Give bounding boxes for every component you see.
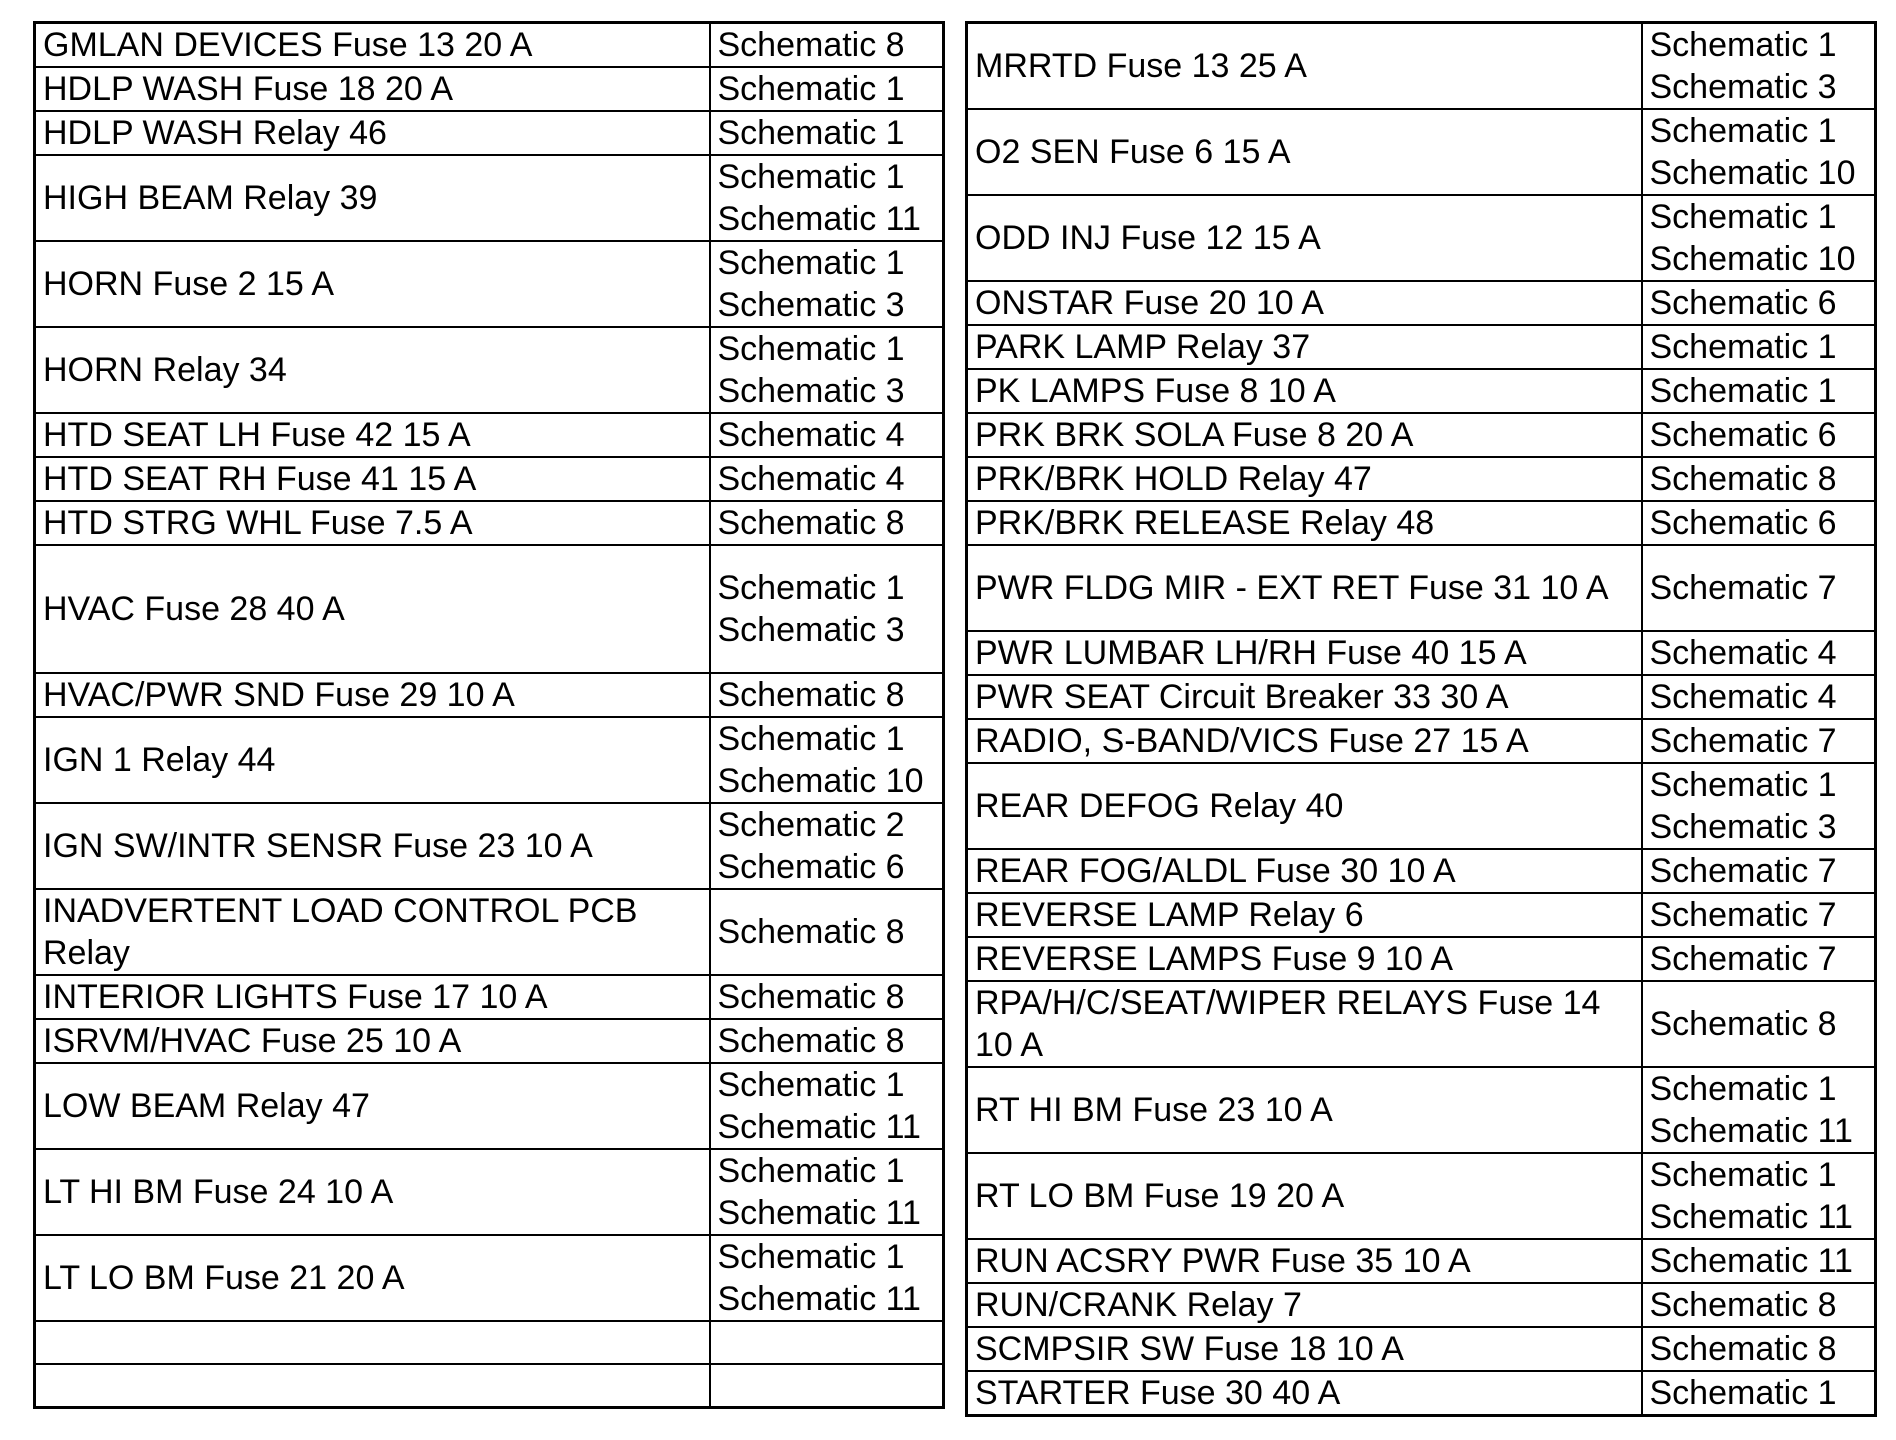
- schematic-ref: Schematic 8: [717, 676, 905, 714]
- schematic-ref: Schematic 8: [1649, 1330, 1837, 1368]
- schematic-ref: Schematic 7: [1649, 940, 1837, 978]
- component-cell: PRK BRK SOLA Fuse 8 20 A: [967, 413, 1642, 457]
- schematic-cell: [1642, 1239, 1876, 1283]
- schematic-ref: Schematic 1: [1649, 26, 1837, 64]
- component-cell: INTERIOR LIGHTS Fuse 17 10 A: [35, 975, 710, 1019]
- schematic-cell: [710, 1019, 944, 1063]
- schematic-cell: [710, 545, 944, 673]
- component-cell: SCMPSIR SW Fuse 18 10 A: [967, 1327, 1642, 1371]
- table-row: [967, 719, 1876, 763]
- schematic-ref: Schematic 8: [717, 978, 905, 1016]
- component-cell: PRK/BRK HOLD Relay 47: [967, 457, 1642, 501]
- schematic-cell: [710, 1235, 944, 1321]
- schematic-cell: [1642, 1283, 1876, 1327]
- component-cell: REVERSE LAMPS Fuse 9 10 A: [967, 937, 1642, 981]
- schematic-ref: Schematic 11: [717, 1280, 921, 1318]
- component-cell: HVAC Fuse 28 40 A: [35, 545, 710, 673]
- table-row: [35, 457, 944, 501]
- schematic-ref: Schematic 1: [717, 158, 905, 196]
- schematic-ref: Schematic 8: [1649, 460, 1837, 498]
- schematic-ref: Schematic 1: [717, 330, 905, 368]
- schematic-ref: Schematic 3: [717, 611, 905, 649]
- table-row: [35, 23, 944, 68]
- schematic-cell: [1642, 1067, 1876, 1153]
- component-cell: GMLAN DEVICES Fuse 13 20 A: [35, 23, 710, 68]
- component-cell: PARK LAMP Relay 37: [967, 325, 1642, 369]
- table-row: [967, 457, 1876, 501]
- component-cell: ISRVM/HVAC Fuse 25 10 A: [35, 1019, 710, 1063]
- schematic-ref: Schematic 7: [1649, 569, 1837, 607]
- schematic-ref: Schematic 11: [717, 200, 921, 238]
- schematic-ref: Schematic 6: [1649, 416, 1837, 454]
- schematic-ref: Schematic 11: [717, 1108, 921, 1146]
- schematic-ref: Schematic 6: [1649, 504, 1837, 542]
- component-cell: RT HI BM Fuse 23 10 A: [967, 1067, 1642, 1153]
- schematic-cell: [1642, 937, 1876, 981]
- schematic-cell: [1642, 1327, 1876, 1371]
- schematic-ref: Schematic 1: [717, 1238, 905, 1276]
- schematic-cell: [1642, 675, 1876, 719]
- component-cell: HORN Fuse 2 15 A: [35, 241, 710, 327]
- table-row: [967, 1239, 1876, 1283]
- schematic-ref: Schematic 4: [717, 416, 905, 454]
- schematic-ref: Schematic 1: [717, 114, 905, 152]
- component-cell: ODD INJ Fuse 12 15 A: [967, 195, 1642, 281]
- table-row: [967, 981, 1876, 1067]
- table-row: [967, 413, 1876, 457]
- table-row: [967, 23, 1876, 110]
- schematic-ref: Schematic 6: [717, 848, 905, 886]
- schematic-ref: Schematic 8: [1649, 1005, 1837, 1043]
- schematic-ref: Schematic 4: [1649, 634, 1837, 672]
- schematic-ref: Schematic 8: [717, 1022, 905, 1060]
- schematic-ref: Schematic 1: [717, 70, 905, 108]
- table-row: [967, 369, 1876, 413]
- schematic-cell: [710, 673, 944, 717]
- schematic-cell: [710, 67, 944, 111]
- table-row: [35, 673, 944, 717]
- schematic-cell: [710, 1149, 944, 1235]
- schematic-ref: Schematic 1: [1649, 1070, 1837, 1108]
- table-row: [35, 1063, 944, 1149]
- schematic-ref: Schematic 10: [1649, 154, 1856, 192]
- table-row: [35, 889, 944, 975]
- table-row: [35, 111, 944, 155]
- table-row: [35, 1364, 944, 1407]
- component-cell: HDLP WASH Relay 46: [35, 111, 710, 155]
- schematic-ref: Schematic 7: [1649, 896, 1837, 934]
- schematic-cell: [710, 803, 944, 889]
- schematic-cell: [1642, 413, 1876, 457]
- schematic-ref: Schematic 11: [1649, 1198, 1853, 1236]
- component-cell: HIGH BEAM Relay 39: [35, 155, 710, 241]
- schematic-ref: Schematic 7: [1649, 722, 1837, 760]
- component-cell: MRRTD Fuse 13 25 A: [967, 23, 1642, 110]
- schematic-ref: Schematic 8: [717, 504, 905, 542]
- schematic-cell: [1642, 501, 1876, 545]
- schematic-cell: [1642, 369, 1876, 413]
- schematic-cell: [710, 717, 944, 803]
- schematic-ref: Schematic 11: [717, 1194, 921, 1232]
- schematic-cell: [710, 23, 944, 68]
- schematic-ref: Schematic 1: [1649, 1374, 1837, 1412]
- schematic-ref: Schematic 8: [717, 913, 905, 951]
- schematic-ref: Schematic 3: [717, 372, 905, 410]
- table-row: [35, 1149, 944, 1235]
- schematic-cell: [1642, 849, 1876, 893]
- table-row: [967, 1283, 1876, 1327]
- table-row: [35, 545, 944, 673]
- component-cell: [35, 1321, 710, 1364]
- component-cell: LT HI BM Fuse 24 10 A: [35, 1149, 710, 1235]
- schematic-ref: Schematic 4: [717, 460, 905, 498]
- schematic-cell: [1642, 893, 1876, 937]
- schematic-cell: [710, 457, 944, 501]
- schematic-cell: [1642, 763, 1876, 849]
- table-row: [35, 501, 944, 545]
- schematic-cell: [710, 413, 944, 457]
- component-cell: HVAC/PWR SND Fuse 29 10 A: [35, 673, 710, 717]
- schematic-cell: [1642, 109, 1876, 195]
- schematic-cell: [1642, 281, 1876, 325]
- schematic-ref: Schematic 11: [1649, 1112, 1853, 1150]
- table-row: [967, 675, 1876, 719]
- schematic-ref: Schematic 1: [1649, 112, 1837, 150]
- schematic-cell: [710, 155, 944, 241]
- table-row: [967, 1153, 1876, 1239]
- schematic-cell: [1642, 631, 1876, 675]
- left-index-table: [33, 21, 945, 1409]
- table-row: [35, 803, 944, 889]
- table-row: [967, 109, 1876, 195]
- schematic-ref: Schematic 3: [1649, 68, 1837, 106]
- schematic-cell: [710, 501, 944, 545]
- table-row: [35, 1235, 944, 1321]
- schematic-cell: [710, 889, 944, 975]
- schematic-cell: [1642, 1371, 1876, 1416]
- table-row: [967, 281, 1876, 325]
- table-row: [967, 1067, 1876, 1153]
- schematic-ref: Schematic 10: [1649, 240, 1856, 278]
- schematic-cell: [1642, 719, 1876, 763]
- table-row: [967, 763, 1876, 849]
- schematic-ref: Schematic 1: [717, 244, 905, 282]
- schematic-cell: [710, 327, 944, 413]
- schematic-cell: [710, 1364, 944, 1407]
- component-cell: HTD SEAT LH Fuse 42 15 A: [35, 413, 710, 457]
- component-cell: REVERSE LAMP Relay 6: [967, 893, 1642, 937]
- table-row: [35, 1321, 944, 1364]
- component-cell: RADIO, S-BAND/VICS Fuse 27 15 A: [967, 719, 1642, 763]
- schematic-ref: Schematic 11: [1649, 1242, 1853, 1280]
- component-cell: RUN/CRANK Relay 7: [967, 1283, 1642, 1327]
- component-cell: HORN Relay 34: [35, 327, 710, 413]
- component-cell: IGN SW/INTR SENSR Fuse 23 10 A: [35, 803, 710, 889]
- schematic-cell: [710, 111, 944, 155]
- schematic-ref: Schematic 1: [717, 1152, 905, 1190]
- component-cell: INADVERTENT LOAD CONTROL PCB Relay: [35, 889, 710, 975]
- schematic-ref: Schematic 1: [717, 569, 905, 607]
- table-row: [35, 717, 944, 803]
- table-row: [35, 413, 944, 457]
- component-cell: PRK/BRK RELEASE Relay 48: [967, 501, 1642, 545]
- schematic-cell: [1642, 325, 1876, 369]
- table-row: [35, 327, 944, 413]
- table-row: [967, 849, 1876, 893]
- table-row: [967, 1327, 1876, 1371]
- schematic-cell: [1642, 545, 1876, 631]
- component-cell: HTD STRG WHL Fuse 7.5 A: [35, 501, 710, 545]
- table-row: [967, 937, 1876, 981]
- schematic-ref: Schematic 1: [717, 1066, 905, 1104]
- component-cell: [35, 1364, 710, 1407]
- schematic-cell: [710, 1321, 944, 1364]
- right-index-table: [965, 21, 1877, 1417]
- component-cell: PK LAMPS Fuse 8 10 A: [967, 369, 1642, 413]
- component-cell: HDLP WASH Fuse 18 20 A: [35, 67, 710, 111]
- component-cell: PWR FLDG MIR - EXT RET Fuse 31 10 A: [967, 545, 1642, 631]
- component-cell: O2 SEN Fuse 6 15 A: [967, 109, 1642, 195]
- schematic-ref: Schematic 8: [1649, 1286, 1837, 1324]
- schematic-ref: Schematic 1: [1649, 198, 1837, 236]
- table-row: [967, 1371, 1876, 1416]
- component-cell: RPA/H/C/SEAT/WIPER RELAYS Fuse 14 10 A: [967, 981, 1642, 1067]
- component-cell: STARTER Fuse 30 40 A: [967, 1371, 1642, 1416]
- schematic-ref: Schematic 3: [717, 286, 905, 324]
- table-row: [967, 545, 1876, 631]
- schematic-cell: [710, 1063, 944, 1149]
- table-row: [35, 155, 944, 241]
- component-cell: PWR SEAT Circuit Breaker 33 30 A: [967, 675, 1642, 719]
- component-cell: LOW BEAM Relay 47: [35, 1063, 710, 1149]
- schematic-cell: [1642, 981, 1876, 1067]
- component-cell: LT LO BM Fuse 21 20 A: [35, 1235, 710, 1321]
- table-row: [967, 195, 1876, 281]
- component-cell: REAR DEFOG Relay 40: [967, 763, 1642, 849]
- schematic-ref: Schematic 7: [1649, 852, 1837, 890]
- table-row: [967, 325, 1876, 369]
- component-cell: RUN ACSRY PWR Fuse 35 10 A: [967, 1239, 1642, 1283]
- schematic-ref: Schematic 8: [717, 26, 905, 64]
- schematic-ref: Schematic 3: [1649, 808, 1837, 846]
- table-row: [35, 1019, 944, 1063]
- schematic-ref: Schematic 4: [1649, 678, 1837, 716]
- component-cell: IGN 1 Relay 44: [35, 717, 710, 803]
- table-row: [35, 975, 944, 1019]
- table-row: [35, 67, 944, 111]
- schematic-ref: Schematic 6: [1649, 284, 1837, 322]
- schematic-cell: [1642, 195, 1876, 281]
- schematic-ref: Schematic 2: [717, 806, 905, 844]
- component-cell: REAR FOG/ALDL Fuse 30 10 A: [967, 849, 1642, 893]
- schematic-ref: Schematic 1: [1649, 1156, 1837, 1194]
- schematic-cell: [710, 241, 944, 327]
- schematic-cell: [1642, 457, 1876, 501]
- schematic-ref: Schematic 1: [1649, 766, 1837, 804]
- component-cell: HTD SEAT RH Fuse 41 15 A: [35, 457, 710, 501]
- table-row: [35, 241, 944, 327]
- table-row: [967, 631, 1876, 675]
- schematic-cell: [1642, 1153, 1876, 1239]
- component-cell: RT LO BM Fuse 19 20 A: [967, 1153, 1642, 1239]
- schematic-ref: Schematic 10: [717, 762, 924, 800]
- schematic-ref: Schematic 1: [1649, 328, 1837, 366]
- schematic-ref: Schematic 1: [1649, 372, 1837, 410]
- table-row: [967, 501, 1876, 545]
- schematic-cell: [710, 975, 944, 1019]
- table-row: [967, 893, 1876, 937]
- component-cell: PWR LUMBAR LH/RH Fuse 40 15 A: [967, 631, 1642, 675]
- schematic-cell: [1642, 23, 1876, 110]
- schematic-ref: Schematic 1: [717, 720, 905, 758]
- component-cell: ONSTAR Fuse 20 10 A: [967, 281, 1642, 325]
